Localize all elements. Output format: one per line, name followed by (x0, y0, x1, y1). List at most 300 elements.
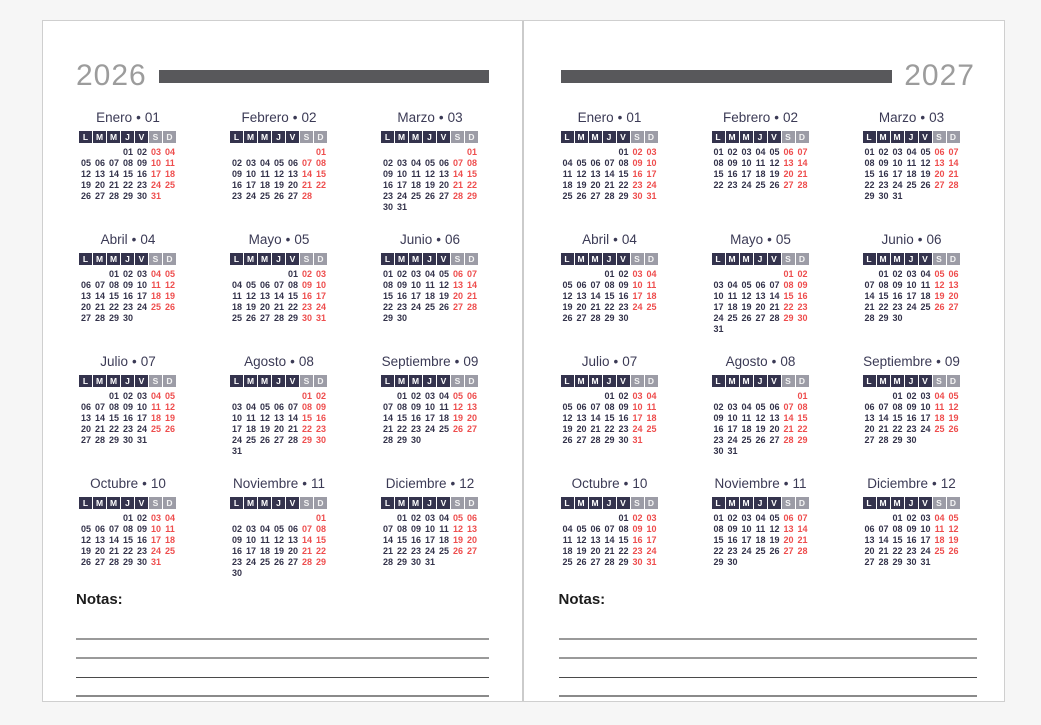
day-cell: 01 (604, 269, 615, 279)
day-cell: 11 (646, 402, 657, 412)
weekday-header-cell: J (905, 131, 918, 143)
day-cell (863, 269, 877, 280)
day-cell: 25 (906, 180, 917, 190)
day-cell (230, 513, 244, 524)
months-grid-2027 (561, 109, 961, 587)
month-octubre-2026 (79, 475, 177, 587)
day-cell: 22 (713, 180, 724, 190)
day-cell: 04 (741, 402, 752, 412)
weekday-header-cell: S (149, 497, 162, 509)
weekday-header-cell: L (561, 131, 574, 143)
day-cell: 31 (150, 191, 161, 201)
day-cell: 07 (452, 158, 463, 168)
year-title-bar (159, 70, 489, 83)
day-cell: 01 (301, 391, 312, 401)
day-cell: 06 (769, 402, 780, 412)
day-cell: 19 (934, 291, 945, 301)
day-cell: 13 (438, 169, 449, 179)
week-row (381, 302, 479, 313)
day-cell: 30 (231, 568, 242, 578)
day-cell: 17 (741, 535, 752, 545)
month-days (79, 513, 177, 568)
month-name: Febrero (241, 110, 289, 125)
day-cell: 30 (632, 557, 643, 567)
week-row (863, 169, 961, 180)
month-title-separator: • (617, 110, 623, 125)
day-cell: 19 (273, 180, 284, 190)
day-cell (726, 269, 740, 280)
day-cell: 22 (604, 302, 615, 312)
day-cell: 19 (259, 424, 270, 434)
day-cell (933, 191, 947, 202)
weekday-header (381, 131, 479, 143)
weekday-header-cell: S (149, 375, 162, 387)
day-cell: 05 (769, 513, 780, 523)
day-cell: 18 (562, 180, 573, 190)
day-cell: 07 (94, 402, 105, 412)
month-days (381, 269, 479, 324)
day-cell: 07 (301, 158, 312, 168)
day-cell (230, 269, 244, 280)
weekday-header-cell: D (645, 375, 658, 387)
day-cell (561, 269, 575, 280)
day-cell: 13 (948, 280, 959, 290)
day-cell: 12 (424, 169, 435, 179)
day-cell: 21 (590, 424, 601, 434)
day-cell: 02 (632, 147, 643, 157)
day-cell: 01 (878, 269, 889, 279)
day-cell: 03 (315, 269, 326, 279)
week-row (381, 413, 479, 424)
day-cell: 30 (727, 557, 738, 567)
day-cell (782, 557, 796, 568)
week-row (381, 291, 479, 302)
day-cell: 04 (906, 147, 917, 157)
day-cell: 19 (948, 413, 959, 423)
week-row (712, 158, 810, 169)
day-cell: 17 (410, 291, 421, 301)
day-cell: 21 (864, 302, 875, 312)
day-cell: 23 (892, 302, 903, 312)
day-cell (561, 147, 575, 158)
day-cell: 01 (864, 147, 875, 157)
day-cell (754, 557, 768, 568)
month-diciembre-2026 (381, 475, 479, 587)
day-cell (135, 313, 149, 324)
weekday-header-cell: V (135, 253, 148, 265)
weekday-header-cell: V (135, 497, 148, 509)
month-title (381, 353, 479, 371)
day-cell: 20 (864, 424, 875, 434)
page-2026 (43, 21, 524, 701)
week-row (863, 158, 961, 169)
day-cell: 05 (741, 280, 752, 290)
note-line (559, 621, 978, 640)
day-cell: 19 (562, 302, 573, 312)
month-title-separator: • (623, 476, 629, 491)
day-cell: 08 (287, 280, 298, 290)
month-name: Junio (881, 232, 914, 247)
day-cell: 13 (287, 169, 298, 179)
week-row (712, 147, 810, 158)
day-cell: 28 (590, 313, 601, 323)
day-cell (947, 313, 961, 324)
weekday-header (863, 497, 961, 509)
day-cell: 17 (245, 546, 256, 556)
day-cell: 17 (136, 291, 147, 301)
weekday-header-cell: M (891, 131, 904, 143)
day-cell: 22 (287, 302, 298, 312)
month-days (561, 391, 659, 446)
week-row (381, 147, 479, 158)
day-cell: 09 (906, 524, 917, 534)
day-cell: 18 (934, 535, 945, 545)
day-cell: 24 (920, 424, 931, 434)
day-cell: 11 (439, 402, 449, 412)
weekday-header-cell: V (437, 253, 450, 265)
week-row (230, 435, 328, 446)
weekday-header-cell: V (919, 497, 932, 509)
day-cell: 10 (231, 413, 242, 423)
weekday-header-cell: D (796, 497, 809, 509)
month-title-separator: • (438, 110, 444, 125)
day-cell: 14 (382, 535, 393, 545)
day-cell: 27 (94, 557, 105, 567)
month-octubre-2027 (561, 475, 659, 587)
month-title (230, 231, 328, 249)
day-cell: 10 (315, 280, 326, 290)
day-cell: 01 (713, 147, 724, 157)
day-cell (782, 391, 796, 402)
day-cell: 03 (646, 147, 657, 157)
day-cell: 21 (108, 180, 119, 190)
weekday-header-cell: V (437, 131, 450, 143)
weekday-header (712, 497, 810, 509)
weekday-header-cell: M (258, 253, 271, 265)
day-cell: 21 (948, 169, 959, 179)
day-cell: 25 (727, 313, 738, 323)
week-row (561, 513, 659, 524)
day-cell: 18 (164, 535, 175, 545)
month-title (712, 475, 810, 493)
day-cell: 04 (150, 269, 161, 279)
day-cell: 03 (136, 391, 147, 401)
day-cell: 24 (892, 180, 903, 190)
weekday-header-cell: M (409, 131, 422, 143)
day-cell (93, 513, 107, 524)
day-cell: 06 (755, 280, 766, 290)
week-row (230, 302, 328, 313)
day-cell: 30 (122, 435, 133, 445)
day-cell: 22 (878, 302, 889, 312)
day-cell: 26 (164, 302, 175, 312)
day-cell: 14 (382, 413, 393, 423)
day-cell: 14 (94, 291, 105, 301)
weekday-header-cell: L (79, 131, 92, 143)
day-cell: 11 (755, 524, 766, 534)
day-cell: 23 (231, 191, 242, 201)
day-cell: 02 (797, 269, 808, 279)
day-cell: 01 (466, 147, 477, 157)
day-cell: 15 (315, 169, 326, 179)
day-cell: 04 (920, 269, 931, 279)
week-row (561, 391, 659, 402)
week-row (712, 280, 810, 291)
day-cell: 11 (260, 169, 270, 179)
weekday-header-cell: M (107, 253, 120, 265)
week-row (712, 269, 810, 280)
week-row (863, 180, 961, 191)
day-cell: 26 (273, 557, 284, 567)
day-cell: 28 (797, 546, 808, 556)
month-days (561, 147, 659, 202)
weekday-header-cell: M (726, 131, 739, 143)
day-cell: 13 (590, 169, 601, 179)
day-cell: 06 (273, 402, 284, 412)
day-cell (272, 568, 286, 579)
day-cell: 01 (713, 513, 724, 523)
day-cell: 05 (164, 269, 175, 279)
week-row (79, 435, 177, 446)
day-cell: 16 (382, 180, 393, 190)
day-cell (631, 313, 645, 324)
day-cell: 22 (315, 180, 326, 190)
day-cell: 16 (892, 291, 903, 301)
day-cell: 24 (150, 180, 161, 190)
weekday-header-cell: J (603, 131, 616, 143)
week-row (230, 402, 328, 413)
day-cell: 03 (727, 402, 738, 412)
week-row (712, 313, 810, 324)
weekday-header-cell: J (603, 375, 616, 387)
day-cell: 03 (150, 147, 161, 157)
day-cell: 02 (892, 269, 903, 279)
week-row (712, 302, 810, 313)
weekday-header-cell: M (891, 253, 904, 265)
day-cell: 20 (576, 424, 587, 434)
day-cell: 13 (466, 524, 477, 534)
day-cell: 06 (452, 269, 463, 279)
day-cell (244, 568, 258, 579)
month-number: 04 (621, 232, 637, 247)
day-cell (782, 324, 796, 335)
day-cell: 06 (466, 391, 477, 401)
month-number: 01 (144, 110, 160, 125)
day-cell: 19 (424, 180, 435, 190)
day-cell: 29 (315, 557, 326, 567)
weekday-header-cell: V (919, 375, 932, 387)
week-row (863, 546, 961, 557)
day-cell: 18 (741, 424, 752, 434)
week-row (381, 180, 479, 191)
weekday-header (79, 497, 177, 509)
day-cell: 18 (150, 291, 161, 301)
week-row (712, 435, 810, 446)
day-cell: 25 (150, 302, 161, 312)
day-cell: 01 (122, 513, 133, 523)
day-cell: 09 (396, 280, 407, 290)
month-number: 05 (294, 232, 310, 247)
day-cell: 15 (287, 291, 298, 301)
day-cell: 19 (164, 413, 175, 423)
day-cell: 26 (576, 191, 587, 201)
weekday-header-cell: S (782, 375, 795, 387)
day-cell: 09 (136, 158, 147, 168)
weekday-header-cell: S (782, 497, 795, 509)
day-cell: 15 (618, 169, 629, 179)
month-title-separator: • (285, 232, 291, 247)
day-cell: 07 (382, 402, 393, 412)
day-cell: 27 (452, 302, 463, 312)
weekday-header-cell: M (877, 375, 890, 387)
day-cell: 07 (948, 147, 959, 157)
day-cell (782, 446, 796, 457)
day-cell: 23 (396, 302, 407, 312)
day-cell: 07 (301, 524, 312, 534)
weekday-header-cell: V (617, 375, 630, 387)
day-cell (300, 568, 314, 579)
day-cell: 27 (934, 180, 945, 190)
day-cell: 20 (934, 169, 945, 179)
day-cell: 11 (151, 280, 161, 290)
day-cell: 09 (136, 524, 147, 534)
day-cell (258, 269, 272, 280)
week-row (561, 291, 659, 302)
weekday-header-cell: L (863, 131, 876, 143)
week-row (863, 402, 961, 413)
day-cell: 23 (906, 424, 917, 434)
week-row (381, 158, 479, 169)
day-cell: 27 (864, 435, 875, 445)
day-cell: 14 (797, 158, 808, 168)
day-cell: 21 (878, 546, 889, 556)
month-febrero-2027 (712, 109, 810, 221)
day-cell: 19 (80, 546, 91, 556)
day-cell: 26 (452, 546, 463, 556)
month-number: 10 (150, 476, 166, 491)
weekday-header (863, 375, 961, 387)
day-cell: 08 (864, 158, 875, 168)
day-cell: 12 (259, 413, 270, 423)
day-cell: 27 (466, 424, 477, 434)
day-cell: 04 (424, 269, 435, 279)
day-cell: 16 (727, 535, 738, 545)
day-cell: 27 (80, 435, 91, 445)
day-cell: 04 (646, 391, 657, 401)
day-cell: 22 (301, 424, 312, 434)
day-cell: 23 (410, 546, 421, 556)
day-cell (381, 513, 395, 524)
weekday-header-cell: D (465, 497, 478, 509)
weekday-header-cell: J (121, 253, 134, 265)
day-cell: 18 (164, 169, 175, 179)
weekday-header-cell: D (947, 253, 960, 265)
day-cell: 07 (590, 280, 601, 290)
day-cell: 16 (136, 535, 147, 545)
weekday-header-cell: M (589, 131, 602, 143)
day-cell: 26 (920, 180, 931, 190)
day-cell: 06 (438, 158, 449, 168)
day-cell: 23 (727, 546, 738, 556)
day-cell: 18 (150, 413, 161, 423)
day-cell: 01 (396, 513, 407, 523)
day-cell: 13 (576, 413, 587, 423)
weekday-header-cell: L (712, 497, 725, 509)
weekday-header-cell: D (314, 375, 327, 387)
month-days (712, 391, 810, 457)
month-number: 02 (782, 110, 799, 125)
month-days (230, 269, 328, 324)
day-cell (768, 557, 782, 568)
week-row (79, 280, 177, 291)
day-cell: 23 (632, 546, 643, 556)
weekday-header-cell: D (796, 375, 809, 387)
day-cell: 02 (122, 391, 133, 401)
day-cell: 19 (576, 546, 587, 556)
day-cell: 31 (136, 435, 147, 445)
day-cell: 15 (864, 169, 875, 179)
day-cell: 19 (576, 180, 587, 190)
day-cell: 29 (713, 557, 724, 567)
day-cell: 05 (80, 158, 91, 168)
month-title-separator: • (920, 110, 926, 125)
day-cell: 01 (108, 269, 119, 279)
day-cell: 10 (713, 291, 724, 301)
weekday-header-cell: M (244, 497, 257, 509)
day-cell (603, 147, 617, 158)
weekday-header-cell: D (314, 131, 327, 143)
day-cell: 15 (878, 291, 889, 301)
day-cell: 30 (301, 313, 312, 323)
weekday-header-cell: S (300, 131, 313, 143)
weekday-header-cell: V (135, 131, 148, 143)
day-cell: 28 (948, 180, 959, 190)
month-title (712, 353, 810, 371)
day-cell: 30 (382, 202, 393, 212)
day-cell: 09 (301, 280, 312, 290)
day-cell: 06 (590, 524, 601, 534)
day-cell: 12 (452, 524, 463, 534)
day-cell: 20 (755, 302, 766, 312)
weekday-header-cell: S (933, 375, 946, 387)
day-cell: 15 (396, 413, 407, 423)
day-cell: 03 (741, 513, 752, 523)
day-cell: 20 (287, 180, 298, 190)
weekday-header-cell: L (863, 497, 876, 509)
day-cell (149, 435, 163, 446)
day-cell: 31 (727, 446, 738, 456)
day-cell (272, 269, 286, 280)
week-row (230, 191, 328, 202)
day-cell: 14 (287, 413, 298, 423)
day-cell: 22 (108, 302, 119, 312)
day-cell: 11 (906, 158, 917, 168)
day-cell (451, 202, 465, 213)
day-cell: 29 (892, 557, 903, 567)
week-row (561, 424, 659, 435)
day-cell: 26 (164, 424, 175, 434)
weekday-header-cell: J (603, 497, 616, 509)
day-cell (244, 269, 258, 280)
day-cell: 14 (94, 413, 105, 423)
day-cell (575, 147, 589, 158)
day-cell: 01 (108, 391, 119, 401)
day-cell: 01 (315, 147, 326, 157)
day-cell: 21 (108, 546, 119, 556)
month-junio-2026 (381, 231, 479, 343)
day-cell: 10 (396, 169, 407, 179)
day-cell (645, 435, 659, 446)
